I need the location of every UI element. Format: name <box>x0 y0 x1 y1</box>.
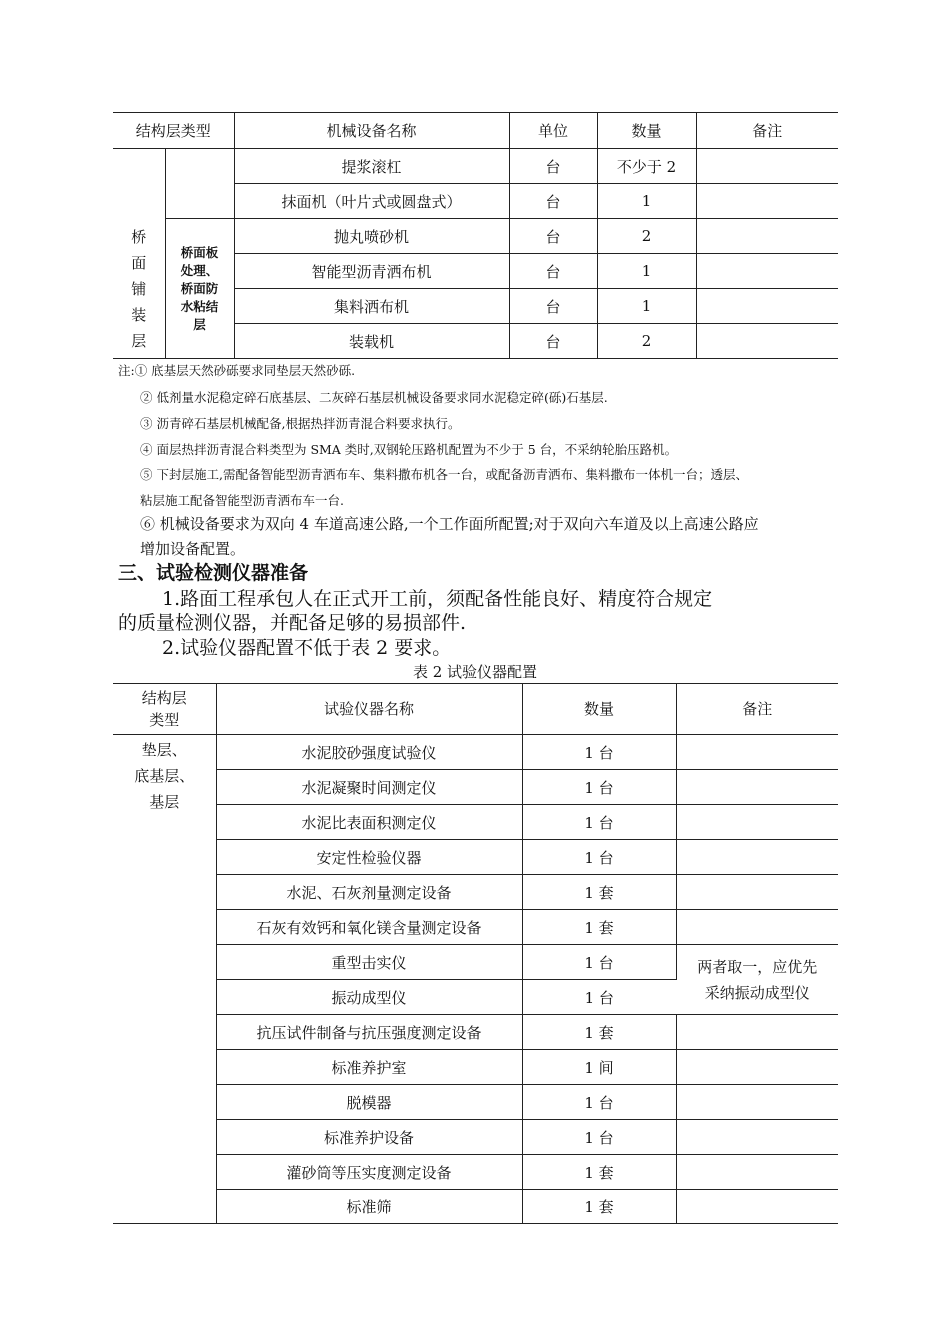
instrument-table <box>113 683 838 1224</box>
equipment-unit: 台 <box>509 289 597 324</box>
instrument-name: 重型击实仪 <box>216 945 522 980</box>
header-structure-type: 结构层类型 <box>113 113 234 149</box>
equipment-note <box>696 324 838 359</box>
table-row <box>113 770 838 805</box>
instrument-name: 水泥凝聚时间测定仪 <box>216 770 522 805</box>
instrument-qty: 1 套 <box>522 1155 676 1190</box>
table-row <box>113 149 838 184</box>
equipment-name: 抹面机（叶片式或圆盘式） <box>234 184 509 219</box>
table-row <box>113 735 838 770</box>
instrument-note <box>676 1120 838 1155</box>
header-remarks: 备注 <box>696 113 838 149</box>
paragraph-1: 1.路面工程承包人在正式开工前，须配备性能良好、精度符合规定 <box>162 588 713 610</box>
instrument-note <box>676 840 838 875</box>
instrument-qty: 1 台 <box>522 805 676 840</box>
table-row <box>113 1120 838 1155</box>
paragraph-2: 2.试验仪器配置不低于表 2 要求。 <box>162 637 452 659</box>
instrument-note <box>676 1015 838 1050</box>
header-equipment-name: 机械设备名称 <box>234 113 509 149</box>
section-heading: 三、试验检测仪器准备 <box>118 562 309 584</box>
instrument-name: 标准筛 <box>216 1190 522 1224</box>
table-row <box>113 219 838 254</box>
table-row <box>113 840 838 875</box>
instrument-note <box>676 735 838 770</box>
note-5: ⑤ 下封层施工,需配备智能型沥青洒布车、集料撒布机各一台，或配备沥青洒布、集料撒布一体机一台；透层、 <box>140 467 748 482</box>
equipment-unit: 台 <box>509 149 597 184</box>
equipment-note <box>696 254 838 289</box>
instrument-name: 标准养护设备 <box>216 1120 522 1155</box>
instrument-qty: 1 台 <box>522 770 676 805</box>
instrument-qty: 1 套 <box>522 910 676 945</box>
table-header-row <box>113 684 838 735</box>
instrument-note <box>676 1190 838 1224</box>
instrument-note-merged: 两者取一，应优先 采纳振动成型仪 <box>676 945 838 1015</box>
instrument-name: 水泥、石灰剂量测定设备 <box>216 875 522 910</box>
equipment-note <box>696 184 838 219</box>
instrument-note <box>676 910 838 945</box>
instrument-note <box>676 805 838 840</box>
instrument-name: 石灰有效钙和氧化镁含量测定设备 <box>216 910 522 945</box>
instrument-note <box>676 1155 838 1190</box>
instrument-qty: 1 台 <box>522 980 676 1015</box>
equipment-name: 抛丸喷砂机 <box>234 219 509 254</box>
instrument-qty: 1 台 <box>522 1120 676 1155</box>
table-row <box>113 1050 838 1085</box>
instrument-note <box>676 875 838 910</box>
instrument-note <box>676 1085 838 1120</box>
instrument-name: 安定性检验仪器 <box>216 840 522 875</box>
equipment-name: 集料洒布机 <box>234 289 509 324</box>
equipment-unit: 台 <box>509 184 597 219</box>
header-structure-type: 结构层 类型 <box>113 684 216 735</box>
table-row <box>113 1015 838 1050</box>
equipment-note <box>696 149 838 184</box>
instrument-name: 标准养护室 <box>216 1050 522 1085</box>
equipment-name: 提浆滚杠 <box>234 149 509 184</box>
table-row <box>113 805 838 840</box>
instrument-name: 抗压试件制备与抗压强度测定设备 <box>216 1015 522 1050</box>
equipment-note <box>696 289 838 324</box>
instrument-name: 水泥比表面积测定仪 <box>216 805 522 840</box>
instrument-qty: 1 套 <box>522 875 676 910</box>
equipment-unit: 台 <box>509 254 597 289</box>
group-label-base-layers: 垫层、 底基层、 基层 <box>113 735 216 1224</box>
instrument-name: 灌砂筒等压实度测定设备 <box>216 1155 522 1190</box>
equipment-note <box>696 219 838 254</box>
instrument-qty: 1 台 <box>522 1085 676 1120</box>
instrument-note <box>676 770 838 805</box>
instrument-name: 振动成型仪 <box>216 980 522 1015</box>
header-quantity: 数量 <box>522 684 676 735</box>
equipment-qty: 1 <box>597 184 696 219</box>
instrument-qty: 1 台 <box>522 840 676 875</box>
table-row <box>113 945 838 980</box>
note-6-cont: 增加设备配置。 <box>140 540 246 558</box>
note-1: 注:① 底基层天然砂砾要求同垫层天然砂砾. <box>118 363 356 378</box>
equipment-name: 装载机 <box>234 324 509 359</box>
note-5-cont: 粘层施工配备智能型沥青洒布车一台. <box>140 493 344 508</box>
sub-label-empty <box>165 149 234 219</box>
equipment-qty: 2 <box>597 219 696 254</box>
sub-label-deck-treatment: 桥面板 处理、 桥面防 水粘结 层 <box>165 219 234 359</box>
equipment-name: 智能型沥青洒布机 <box>234 254 509 289</box>
header-quantity: 数量 <box>597 113 696 149</box>
table2-caption: 表 2 试验仪器配置 <box>412 663 538 681</box>
table-row <box>113 910 838 945</box>
equipment-qty: 不少于 2 <box>597 149 696 184</box>
paragraph-1-cont: 的质量检测仪器，并配备足够的易损部件. <box>118 612 467 634</box>
instrument-name: 脱模器 <box>216 1085 522 1120</box>
group-label-bridge-deck: 桥 面 铺 装 层 <box>113 149 165 359</box>
table-row <box>113 875 838 910</box>
instrument-qty: 1 台 <box>522 945 676 980</box>
instrument-qty: 1 套 <box>522 1015 676 1050</box>
note-6: ⑥ 机械设备要求为双向 4 车道高速公路,一个工作面所配置;对于双向六车道及以上高速公路应 <box>140 515 759 533</box>
note-2: ② 低剂量水泥稳定碎石底基层、二灰碎石基层机械设备要求同水泥稳定碎(砾)石基层. <box>140 390 608 405</box>
instrument-name: 水泥胶砂强度试验仪 <box>216 735 522 770</box>
note-3: ③ 沥青碎石基层机械配备,根据热拌沥青混合料要求执行。 <box>140 416 461 431</box>
table-row <box>113 1155 838 1190</box>
instrument-qty: 1 间 <box>522 1050 676 1085</box>
header-remarks: 备注 <box>676 684 838 735</box>
table-header-row <box>113 113 838 149</box>
table-row <box>113 1190 838 1224</box>
instrument-qty: 1 台 <box>522 735 676 770</box>
instrument-note <box>676 1050 838 1085</box>
note-4: ④ 面层热拌沥青混合料类型为 SMA 类时,双钢轮压路机配置为不少于 5 台，不采纳轮胎压路机。 <box>140 442 678 457</box>
equipment-qty: 1 <box>597 289 696 324</box>
header-instrument-name: 试验仪器名称 <box>216 684 522 735</box>
equipment-unit: 台 <box>509 324 597 359</box>
instrument-qty: 1 套 <box>522 1190 676 1224</box>
header-unit: 单位 <box>509 113 597 149</box>
equipment-unit: 台 <box>509 219 597 254</box>
equipment-qty: 1 <box>597 254 696 289</box>
equipment-table <box>113 112 838 359</box>
table-row <box>113 1085 838 1120</box>
equipment-qty: 2 <box>597 324 696 359</box>
